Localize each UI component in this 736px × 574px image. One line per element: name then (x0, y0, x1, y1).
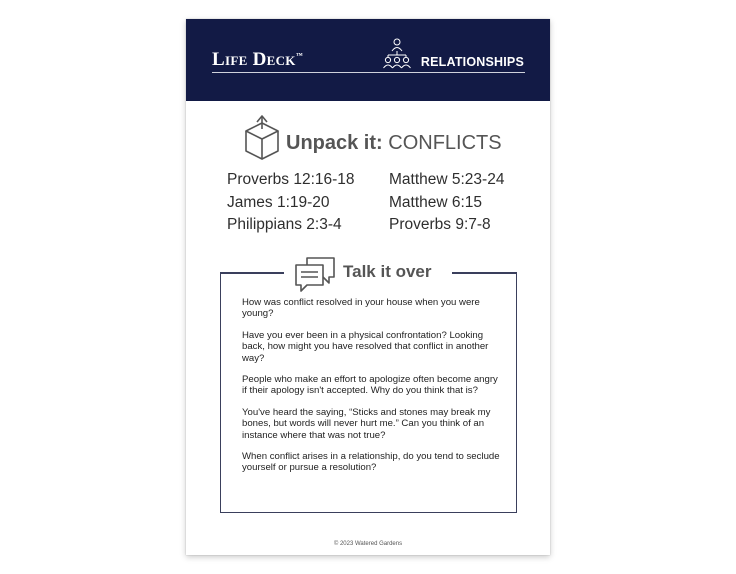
question-item: People who make an effort to apologize often become angry if their apology isn't accepted. Why do you think that is? (242, 374, 498, 397)
people-network-icon (382, 38, 412, 70)
scripture-ref: Matthew 5:23-24 (389, 171, 505, 188)
scripture-refs-right (389, 169, 504, 237)
question-item: Have you ever been in a physical confrontation? Looking back, how might you have resolved that conflict in another way? (242, 329, 489, 364)
copyright-notice: © 2023 Watered Gardens (333, 541, 403, 547)
scripture-ref: Matthew 6:15 (389, 193, 483, 211)
scripture-ref: Proverbs 12:16-18 (227, 171, 355, 188)
talk-it-over-title: Talk it over (343, 262, 432, 281)
card-header (186, 19, 550, 101)
scripture-ref: Philippians 2:3-4 (227, 216, 342, 233)
question-item: When conflict arises in a relationship, do you tend to seclude yourself or pursue a resolution? (242, 451, 500, 474)
chat-bubbles-icon (293, 255, 337, 293)
header-divider (212, 72, 525, 73)
scripture-ref: James 1:19-20 (227, 193, 330, 211)
scripture-refs-left (227, 169, 355, 237)
brand-logo: Life Deck™ (212, 49, 303, 70)
life-deck-card (186, 19, 550, 555)
question-item: How was conflict resolved in your house when you were young? (242, 297, 480, 320)
unpack-heading: Unpack it: CONFLICTS (286, 132, 502, 154)
box-top-border-left (220, 272, 284, 274)
scripture-ref: Proverbs 9:7-8 (389, 216, 491, 233)
category-label: RELATIONSHIPS (420, 55, 524, 69)
open-box-icon (244, 115, 280, 163)
question-item: You've heard the saying, “Sticks and stones may break my bones, but words will never hurt me.” Can you think of an instance where that was not true? (242, 406, 491, 441)
box-top-border-right (452, 272, 517, 274)
question-list (242, 297, 500, 484)
